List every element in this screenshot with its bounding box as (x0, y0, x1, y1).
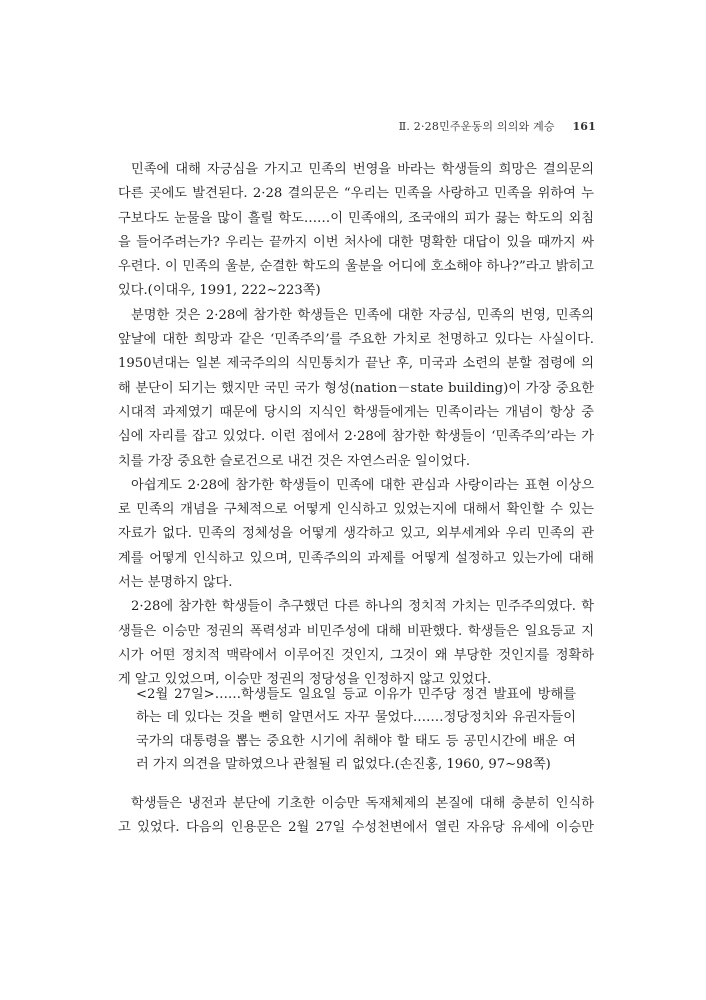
quote-line: <2월 27일>……학생들도 일요일 등교 이유가 민주당 정견 발표에 방해를 (136, 687, 576, 702)
page-number: 161 (572, 120, 596, 133)
text-line: 2·28에 참가한 학생들이 추구했던 다른 하나의 정치적 가치는 민주주의였다. 학 (131, 599, 594, 615)
text-line: 민족에 대해 자긍심을 가지고 민족의 번영을 바라는 학생들의 희망은 결의문의 (131, 162, 594, 177)
text-line: 을 들어주려는가? 우리는 끝까지 이번 처사에 대한 명확한 대답이 있을 때까지 싸 (118, 234, 594, 250)
quote-line: 러 가지 의견을 말하였으나 관철될 리 없었다.(손진홍, 1960, 97∼98쪽) (136, 756, 551, 772)
quote-line: 하는 데 있다는 것을 뻔히 알면서도 자꾸 물었다.……정당정치와 유권자들이 (136, 710, 576, 726)
text-line: 1950년대는 일본 제국주의의 식민통치가 끝난 후, 미국과 소련의 분할 점령에 의 (118, 356, 594, 372)
text-line: 게 알고 있었으며, 이승만 정권의 정당성을 인정하지 않고 있었다. (118, 672, 492, 688)
text-line: 학생들은 냉전과 분단에 기초한 이승만 독재체제의 본질에 대해 충분히 인식하 (131, 796, 594, 811)
text-line: 우련다. 이 민족의 울분, 순결한 학도의 울분을 어디에 호소해야 하나?”라고 밝히고 (118, 259, 594, 275)
body-text-continued (118, 792, 594, 841)
text-line: 자료가 없다. 민족의 정체성을 어떻게 생각하고 있고, 외부세계와 우리 민족의 관 (118, 526, 594, 542)
running-header (399, 118, 596, 134)
text-line: 시가 어떤 정치적 맥락에서 이루어진 것인지, 그것이 왜 부당한 것인지를 정확하 (118, 647, 594, 663)
body-text (118, 158, 594, 693)
text-line: 고 있었다. 다음의 인용문은 2월 27일 수성천변에서 열린 자유당 유세에 이승만 (118, 820, 594, 836)
text-line: 분명한 것은 2·28에 참가한 학생들은 민족에 대한 자긍심, 민족의 번영, 민족의 (131, 307, 594, 323)
text-line: 있다.(이대우, 1991, 222∼223쪽) (118, 283, 321, 299)
text-line: 치를 가장 중요한 슬로건으로 내건 것은 자연스러운 일이었다. (118, 453, 471, 469)
block-quote (136, 683, 576, 776)
text-line: 시대적 과제였기 때문에 당시의 지식인 학생들에게는 민족이라는 개념이 항상 중 (118, 404, 594, 420)
text-line: 서는 분명하지 않다. (118, 575, 233, 591)
text-line: 계를 어떻게 인식하고 있으며, 민족주의의 과제를 어떻게 설정하고 있는가에 대해 (118, 550, 594, 566)
text-line: 심에 자리를 잡고 있었다. 이런 점에서 2·28에 참가한 학생들이 ‘민족주의’라는 가 (118, 429, 594, 445)
text-line: 생들은 이승만 정권의 폭력성과 비민주성에 대해 비판했다. 학생들은 일요등교 지 (118, 623, 594, 639)
text-line: 해 분단이 되기는 했지만 국민 국가 형성(nation－state building)이 가장 중요한 (118, 380, 594, 396)
text-line: 로 민족의 개념을 구체적으로 어떻게 인식하고 있었는지에 대해서 확인할 수 있는 (118, 502, 594, 518)
text-line: 다른 곳에도 발견된다. 2·28 결의문은 “우리는 민족을 사랑하고 민족을 위하여 누 (118, 186, 594, 202)
text-line: 아쉽게도 2·28에 참가한 학생들이 민족에 대한 관심과 사랑이라는 표현 이상으 (131, 477, 594, 493)
running-title: Ⅱ. 2·28민주운동의 의의와 계승 (398, 120, 555, 133)
text-line: 앞날에 대한 희망과 같은 ‘민족주의’를 주요한 가치로 천명하고 있다는 사실이다. (118, 332, 594, 348)
text-line: 구보다도 눈물을 많이 흘릴 학도……이 민족애의, 조국애의 피가 끓는 학도의 외침 (118, 210, 594, 226)
quote-line: 국가의 대통령을 뽑는 중요한 시기에 취해야 할 태도 등 공민시간에 배운 여 (136, 733, 576, 749)
